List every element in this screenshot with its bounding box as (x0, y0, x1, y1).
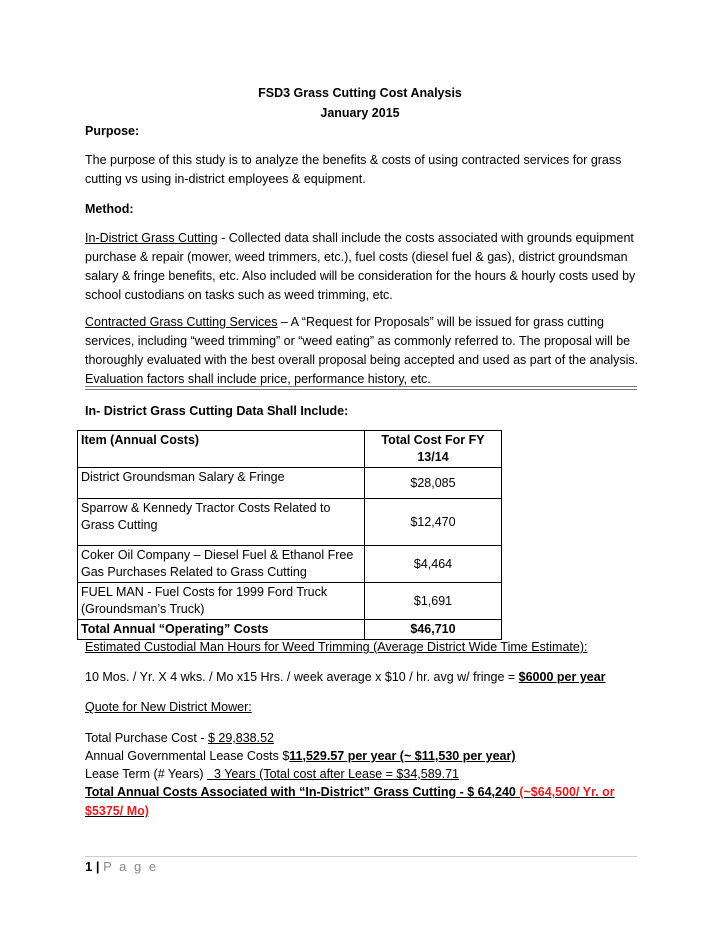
mower-term-line (85, 765, 640, 784)
table-cell-cost: $12,470 (365, 499, 502, 546)
in-district-text: - Collected data shall include the costs associated with grounds equipment purchase & repair (mower, weed trimmers, etc.), fuel costs (diesel fuel & gas), district groundsman salary & fringe benefits, etc. Also included will be consideration for the hours & hourly costs used by school custodians on tasks such as weed trimming, etc. (85, 231, 636, 302)
mower-term-label: Lease Term (# Years) (85, 767, 208, 781)
custodial-paragraph (85, 668, 640, 687)
table-row (78, 468, 502, 499)
in-district-label: In-District Grass Cutting (85, 231, 218, 245)
table-cell-item: FUEL MAN - Fuel Costs for 1999 Ford Truck (Groundsman’s Truck) (78, 583, 365, 620)
section-divider-bottom (85, 389, 637, 390)
document-title: FSD3 Grass Cutting Cost Analysis (258, 86, 462, 100)
table-cell-item: Coker Oil Company – Diesel Fuel & Ethanol Free Gas Purchases Related to Grass Cutting (78, 546, 365, 583)
page-word: P a g e (103, 859, 159, 874)
cost-table (77, 430, 502, 640)
table-cell-cost: $28,085 (365, 468, 502, 499)
data-heading: In- District Grass Cutting Data Shall Include: (85, 404, 349, 418)
contracted-label: Contracted Grass Cutting Services (85, 315, 278, 329)
table-header-item: Item (Annual Costs) (78, 431, 365, 468)
method-heading: Method: (85, 202, 134, 216)
mower-term-value: 3 Years (Total cost after Lease = $34,589.71 (207, 767, 459, 781)
page-footer (85, 859, 158, 874)
mower-lease-label: Annual Governmental Lease Costs $ (85, 749, 290, 763)
custodial-text: 10 Mos. / Yr. X 4 wks. / Mo x15 Hrs. / week average x $10 / hr. avg w/ fringe = (85, 670, 519, 684)
table-row (78, 546, 502, 583)
page-number: 1 (85, 859, 93, 874)
mower-lease-value: 11,529.57 per year (~ $11,530 per year) (289, 749, 516, 763)
table-cell-item: District Groundsman Salary & Fringe (78, 468, 365, 499)
contracted-paragraph (85, 313, 640, 389)
document-date: January 2015 (320, 106, 400, 120)
total-annual-costs-line (85, 783, 645, 821)
table-cell-item: Sparrow & Kennedy Tractor Costs Related to Grass Cutting (78, 499, 365, 546)
table-total-row (78, 620, 502, 640)
mower-lease-line (85, 747, 640, 766)
custodial-heading: Estimated Custodial Man Hours for Weed Trimming (Average District Wide Time Estimate): (85, 640, 588, 654)
table-header-cost: Total Cost For FY 13/14 (365, 431, 502, 468)
mower-heading: Quote for New District Mower: (85, 700, 252, 714)
section-divider-top (85, 386, 637, 387)
total-annual-costs-label: Total Annual Costs Associated with “In-District” Grass Cutting - $ 64,240 (85, 785, 516, 799)
footer-divider (85, 856, 637, 857)
table-row (78, 583, 502, 620)
page-separator: | (92, 859, 104, 874)
table-cell-cost: $1,691 (365, 583, 502, 620)
table-cell-cost: $4,464 (365, 546, 502, 583)
in-district-paragraph (85, 229, 640, 305)
custodial-value: $6000 per year (518, 670, 606, 684)
table-total-value: $46,710 (365, 620, 502, 640)
table-header-row (78, 431, 502, 468)
total-annual-costs-estimate: (~$64,500/ Yr. or $5375/ Mo) (85, 785, 615, 818)
contracted-text: – A “Request for Proposals” will be issued for grass cutting services, including “weed trimming” or “weed eating” as commonly referred to. The proposal will be thoroughly evaluated with the best overall proposal being accepted and used as part of the analysis. Evaluation factors shall include price, performance history, etc. (85, 315, 639, 386)
table-row (78, 499, 502, 546)
mower-purchase-label: Total Purchase Cost - (85, 731, 208, 745)
purpose-heading: Purpose: (85, 124, 140, 138)
table-total-label: Total Annual “Operating” Costs (78, 620, 365, 640)
mower-purchase-value: $ 29,838.52 (207, 731, 275, 745)
mower-purchase-line (85, 729, 640, 748)
purpose-text: The purpose of this study is to analyze the benefits & costs of using contracted services for grass cutting vs using in-district employees & equipment. (85, 153, 622, 186)
